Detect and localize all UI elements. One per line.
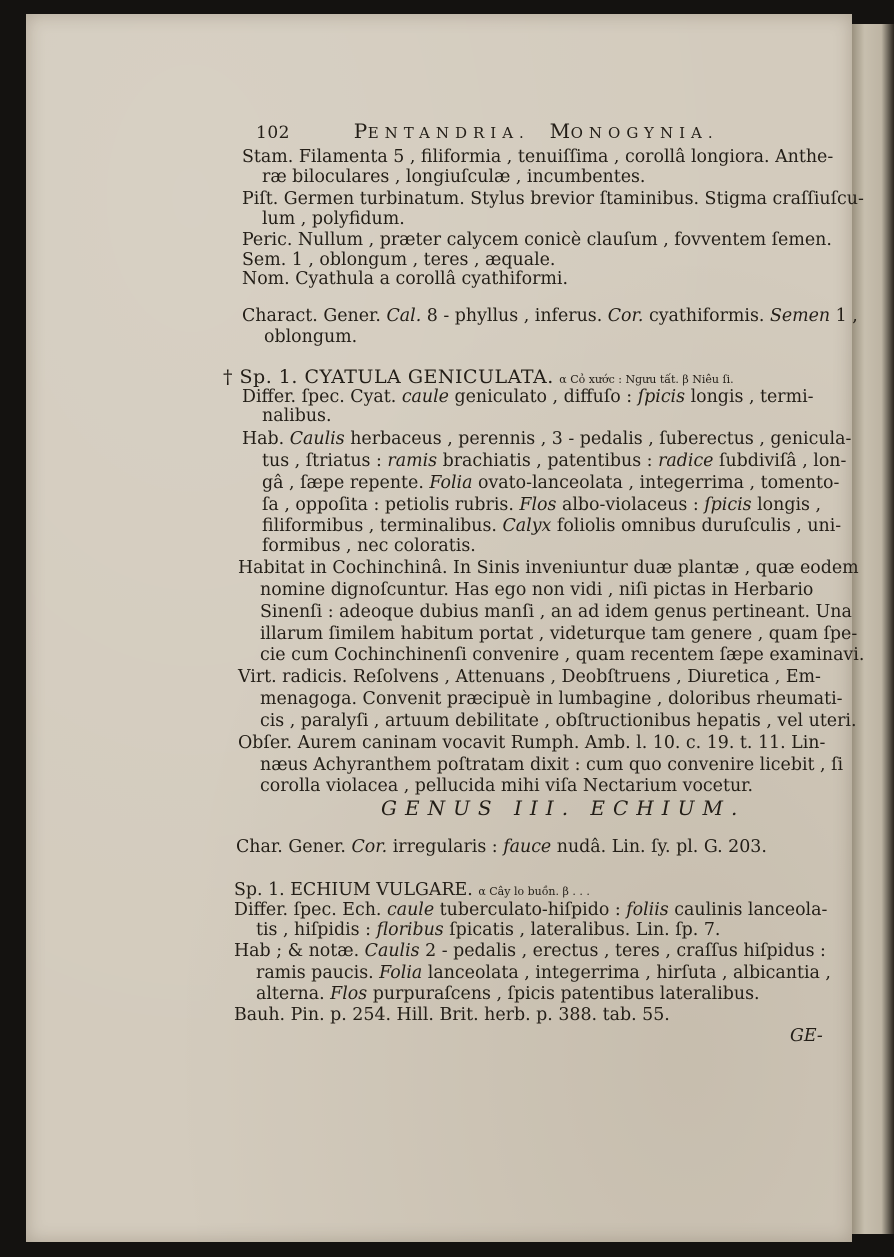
book-page — [26, 14, 865, 1242]
text-line: ſa , oppoſita : petiolis rubris. Flos albo-violaceus : ſpicis longis , — [262, 495, 822, 515]
text-line: Habitat in Cochinchinâ. In Sinis inveniuntur duæ plantæ , quæ eodem — [238, 558, 859, 578]
character-genus-line: Charact. Gener. Cal. 8 - phyllus , inferus. Cor. cyathiformis. Semen 1 , — [242, 306, 858, 326]
text-line: Sem. 1 , oblongum , teres , æquale. — [242, 250, 556, 270]
text-line: filiformibus , terminalibus. Calyx foliolis omnibus duruſculis , uni- — [262, 516, 842, 536]
text-line: Hab ; & notæ. Caulis 2 - pedalis , erectus , teres , craſſus hiſpidus : — [234, 941, 826, 961]
text-line: oblongum. — [264, 327, 358, 347]
page-number: 102 — [256, 123, 290, 143]
text-line: Hab. Caulis herbaceus , perennis , 3 - pedalis , ſuberectus , genicula- — [242, 429, 852, 449]
text-line: tis , hiſpidis : floribus ſpicatis , lateralibus. Lin. ſp. 7. — [256, 920, 721, 940]
text-line: Differ. ſpec. Ech. caule tuberculato-hiſpido : foliis caulinis lanceola- — [234, 900, 828, 920]
text-line: Obſer. Aurem caninam vocavit Rumph. Amb. l. 10. c. 19. t. 11. Lin- — [238, 733, 826, 753]
text-line: Bauh. Pin. p. 254. Hill. Brit. herb. p. 388. tab. 55. — [234, 1005, 670, 1025]
text-line: Peric. Nullum , præter calycem conicè clauſum , fovventem ſemen. — [242, 230, 832, 250]
text-line: Sinenſi : adeoque dubius manſi , an ad idem genus pertineant. Una — [260, 602, 852, 622]
text-line: Differ. ſpec. Cyat. caule geniculato , diffuſo : ſpicis longis , termi- — [242, 387, 814, 407]
text-line: formibus , nec coloratis. — [262, 536, 476, 556]
genus-heading: GENUS III. ECHIUM. — [381, 796, 746, 820]
text-line: nomine dignoſcuntur. Has ego non vidi , niſi pictas in Herbario — [260, 580, 814, 600]
text-line: alterna. Flos purpuraſcens , ſpicis patentibus lateralibus. — [256, 984, 760, 1004]
species-heading: † Sp. 1. CYATULA GENICULATA. α Cỏ xước : Ngưu tất. β Niêu ſi. — [223, 366, 734, 388]
text-line: ramis paucis. Folia lanceolata , integerrima , hirſuta , albicantia , — [256, 963, 831, 983]
text-line: Char. Gener. Cor. irregularis : fauce nudâ. Lin. ſy. pl. G. 203. — [236, 837, 767, 857]
text-line: illarum ſimilem habitum portat , videturque tam genere , quam ſpe- — [260, 624, 858, 644]
species-heading: Sp. 1. ECHIUM VULGARE. α Cây lo buồn. β . . . — [234, 880, 590, 900]
text-line: tus , ſtriatus : ramis brachiatis , patentibus : radice ſubdiviſâ , lon- — [262, 451, 847, 471]
text-line: Stam. Filamenta 5 , filiformia , tenuiſſima , corollâ longiora. Anthe- — [242, 147, 834, 167]
text-line: cie cum Cochinchinenſi convenire , quam recentem ſæpe examinavi. — [260, 645, 865, 665]
text-line: Piſt. Germen turbinatum. Stylus brevior ſtaminibus. Stigma craſſiuſcu- — [242, 189, 864, 209]
text-line: lum , polyfidum. — [262, 209, 405, 229]
text-line: Nom. Cyathula a corollâ cyathiformi. — [242, 269, 568, 289]
running-header: 102 PENTANDRIA. MONOGYNIA. — [256, 119, 719, 143]
text-line: cis , paralyſi , artuum debilitate , obſtructionibus hepatis , vel uteri. — [260, 711, 857, 731]
text-line: nalibus. — [262, 406, 332, 426]
text-line: gâ , ſæpe repente. Folia ovato-lanceolata , integerrima , tomento- — [262, 473, 840, 493]
text-line: Virt. radicis. Reſolvens , Attenuans , Deobſtruens , Diuretica , Em- — [238, 667, 821, 687]
text-line: næus Achyranthem poſtratam dixit : cum quo convenire licebit , ſi — [260, 755, 844, 775]
text-line: ræ biloculares , longiuſculæ , incumbentes. — [262, 167, 646, 187]
catchword: GE- — [790, 1026, 823, 1046]
text-line: corolla violacea , pellucida mihi viſa Nectarium vocetur. — [260, 776, 754, 796]
text-line: menagoga. Convenit præcipuè in lumbagine , doloribus rheumati- — [260, 689, 843, 709]
